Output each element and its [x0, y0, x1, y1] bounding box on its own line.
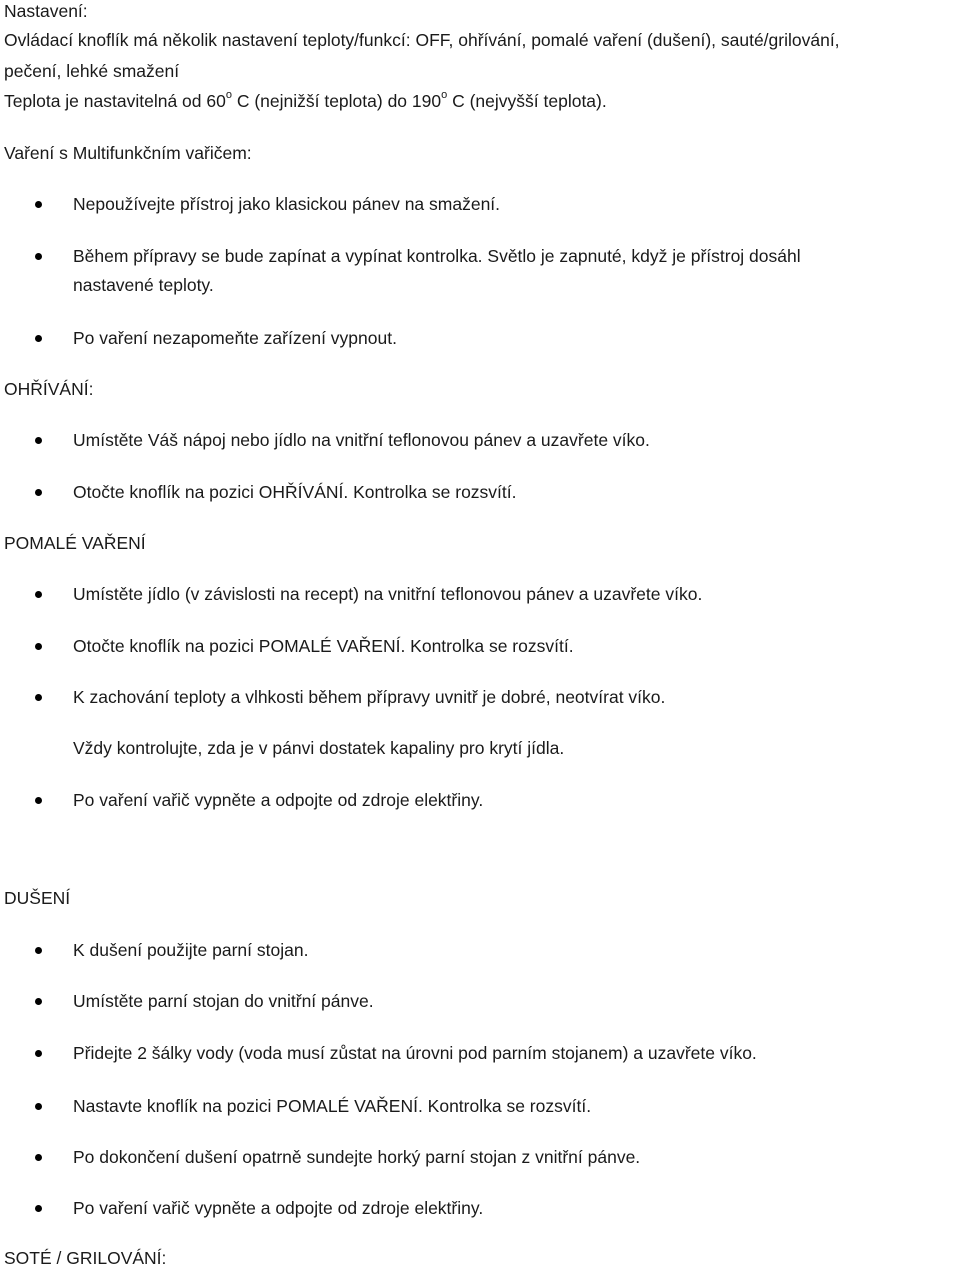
list-item-text-cont: nastavené teploty. [73, 275, 214, 295]
cooking-heading: Vaření s Multifunkčním vařičem: [4, 143, 252, 163]
list-item-text: K dušení použijte parní stojan. [73, 940, 309, 960]
heating-heading: OHŘÍVÁNÍ: [4, 379, 94, 399]
list-item-text: Po vaření vařič vypněte a odpojte od zdroje elektřiny. [73, 790, 484, 810]
bullet-icon [35, 489, 42, 496]
bullet-icon [35, 253, 42, 260]
bullet-icon [35, 947, 42, 954]
temp-text-part2: C (nejnižší teplota) do 190 [231, 91, 442, 111]
steaming-heading: DUŠENÍ [4, 888, 71, 908]
bullet-icon [35, 998, 42, 1005]
temperature-range-text [4, 90, 607, 112]
bullet-icon [35, 1154, 42, 1161]
list-item-text: Po dokončení dušení opatrně sundejte horký parní stojan z vnitřní pánve. [73, 1147, 641, 1167]
list-item-text: Umístěte jídlo (v závislosti na recept) na vnitřní teflonovou pánev a uzavřete víko. [73, 584, 703, 604]
list-item-text: Otočte knoflík na pozici POMALÉ VAŘENÍ. Kontrolka se rozsvítí. [73, 636, 574, 656]
bullet-icon [35, 694, 42, 701]
temp-text-part3: C (nejvyšší teplota). [447, 91, 607, 111]
list-item-text: Po vaření nezapomeňte zařízení vypnout. [73, 328, 397, 348]
bullet-icon [35, 201, 42, 208]
list-item-text: K zachování teploty a vlhkosti během přípravy uvnitř je dobré, neotvírat víko. [73, 687, 666, 707]
bullet-icon [35, 1050, 42, 1057]
list-item-text: Během přípravy se bude zapínat a vypínat kontrolka. Světlo je zapnuté, když je přístroj dosáhl [73, 246, 801, 266]
bullet-icon [35, 1205, 42, 1212]
saute-heading: SOTÉ / GRILOVÁNÍ: [4, 1248, 167, 1268]
settings-heading: Nastavení: [4, 1, 88, 21]
bullet-icon [35, 797, 42, 804]
bullet-icon [35, 591, 42, 598]
list-item-text: Umístěte parní stojan do vnitřní pánve. [73, 991, 374, 1011]
bullet-icon [35, 643, 42, 650]
knob-settings-text-cont: pečení, lehké smažení [4, 61, 180, 81]
bullet-icon [35, 335, 42, 342]
list-item-text: Nepoužívejte přístroj jako klasickou pánev na smažení. [73, 194, 501, 214]
slow-cooking-heading: POMALÉ VAŘENÍ [4, 533, 146, 553]
list-item-text: Přidejte 2 šálky vody (voda musí zůstat na úrovni pod parním stojanem) a uzavřete víko. [73, 1043, 757, 1063]
degree-sup-2: o [441, 89, 448, 102]
list-item-text: Otočte knoflík na pozici OHŘÍVÁNÍ. Kontrolka se rozsvítí. [73, 482, 517, 502]
degree-sup-1: o [225, 89, 232, 102]
temp-text-part1: Teplota je nastavitelná od 60 [4, 91, 226, 111]
bullet-icon [35, 1103, 42, 1110]
list-item-text: Umístěte Váš nápoj nebo jídlo na vnitřní teflonovou pánev a uzavřete víko. [73, 430, 650, 450]
list-item-text: Nastavte knoflík na pozici POMALÉ VAŘENÍ. Kontrolka se rozsvítí. [73, 1096, 592, 1116]
knob-settings-text: Ovládací knoflík má několik nastavení teploty/funkcí: OFF, ohřívání, pomalé vaření (dušení), sauté/grilování, [4, 30, 840, 50]
bullet-icon [35, 437, 42, 444]
list-item-text: Vždy kontrolujte, zda je v pánvi dostatek kapaliny pro krytí jídla. [73, 738, 565, 758]
list-item-text: Po vaření vařič vypněte a odpojte od zdroje elektřiny. [73, 1198, 484, 1218]
